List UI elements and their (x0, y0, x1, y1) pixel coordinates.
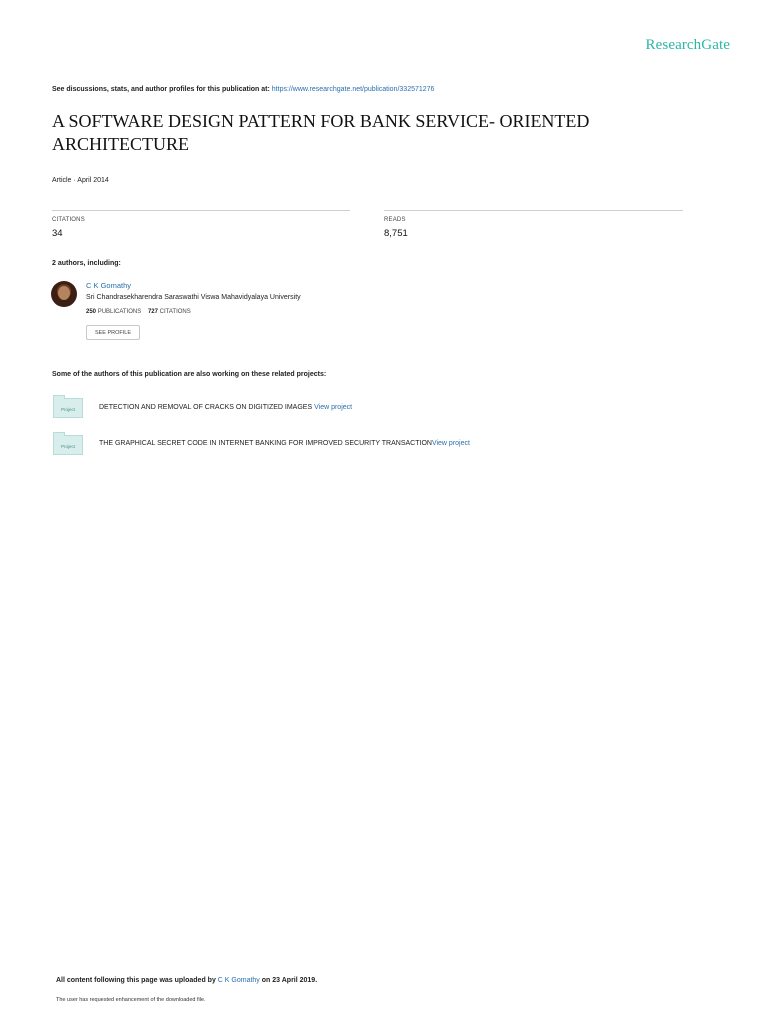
view-project-link[interactable]: View project (431, 440, 470, 447)
project-item (99, 440, 470, 447)
reads-value: 8,751 (384, 228, 408, 239)
project-title: THE GRAPHICAL SECRET CODE IN INTERNET BANKING FOR IMPROVED SECURITY TRANSACTION (99, 440, 432, 447)
article-meta: Article · April 2014 (52, 177, 109, 184)
publications-label: PUBLICATIONS (97, 309, 142, 315)
reads-label: READS (384, 217, 406, 223)
project-folder-icon: Project (53, 398, 83, 418)
publication-link-line (52, 86, 434, 93)
author-affiliation: Sri Chandrasekharendra Saraswathi Viswa Mahavidyalaya University (86, 294, 301, 301)
author-stats (86, 309, 191, 315)
authors-heading: 2 authors, including: (52, 260, 121, 267)
uploader-link[interactable]: C K Gomathy (217, 977, 260, 984)
citations-value: 34 (52, 228, 63, 239)
author-citations-count: 727 (147, 309, 158, 315)
author-name-link[interactable]: C K Gomathy (86, 281, 132, 290)
see-discussions-text: See discussions, stats, and author profiles for this publication at: (52, 86, 270, 93)
publications-count: 250 (86, 309, 97, 315)
researchgate-logo[interactable]: ResearchGate (645, 37, 730, 53)
uploaded-date: on 23 April 2019. (261, 977, 318, 984)
see-profile-button[interactable]: SEE PROFILE (86, 325, 140, 340)
uploaded-by-line (56, 977, 317, 984)
reads-divider (384, 210, 683, 211)
citations-divider (52, 210, 350, 211)
project-folder-icon: Project (53, 435, 83, 455)
uploaded-prefix: All content following this page was uploaded by (56, 977, 216, 984)
project-title: DETECTION AND REMOVAL OF CRACKS ON DIGITIZED IMAGES (99, 404, 313, 411)
title-line-2: ARCHITECTURE (52, 134, 189, 154)
title-line-1: A SOFTWARE DESIGN PATTERN FOR BANK SERVICE- ORIENTED (52, 111, 590, 131)
citations-label: CITATIONS (52, 217, 85, 223)
enhancement-note: The user has requested enhancement of the downloaded file. (56, 997, 206, 1003)
related-projects-heading: Some of the authors of this publication are also working on these related projects: (52, 371, 327, 378)
publication-url-link[interactable]: https://www.researchgate.net/publication/332571276 (271, 86, 435, 93)
publication-title (52, 110, 652, 156)
view-project-link[interactable]: View project (314, 404, 353, 411)
author-citations-label: CITATIONS (159, 309, 191, 315)
author-avatar[interactable] (51, 281, 77, 307)
project-item (99, 404, 352, 411)
